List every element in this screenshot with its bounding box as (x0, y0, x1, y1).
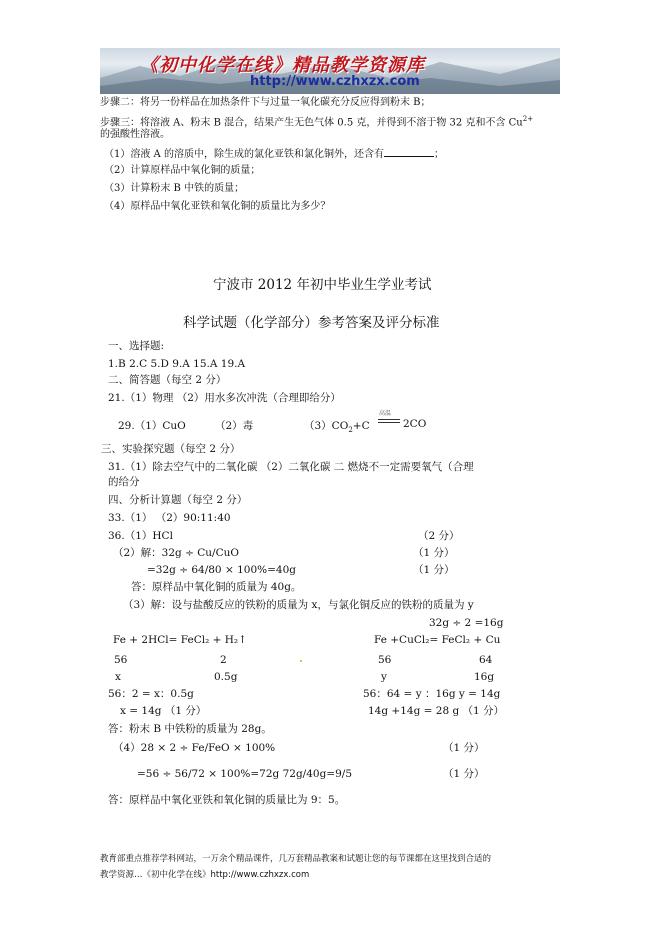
eq-right-var-2: 16g (474, 671, 495, 683)
section-2-heading: 二、简答题（每空 2 分） (108, 374, 227, 386)
answer-blank (384, 146, 434, 157)
answer-36-3: （3）解：设与盐酸反应的铁粉的质量为 x，与氯化铜反应的铁粉的质量为 y (123, 599, 474, 611)
stray-dot (300, 660, 302, 662)
answer-29-3-text: （3）CO (304, 420, 349, 432)
answer-title-1: 宁波市 2012 年初中毕业生学业考试 (213, 277, 432, 293)
answer-29-1: 29.（1）CuO (118, 420, 186, 432)
ratio-left: 56：2 = x：0.5g (108, 688, 194, 700)
score-36-4b: （1 分） (443, 768, 485, 780)
banner-url[interactable]: http://www.czhxzx.com (250, 74, 420, 89)
equation-right: Fe +CuCl₂= FeCl₂ + Cu (374, 634, 501, 646)
answer-29-product: 2CO (403, 418, 427, 430)
answer-31: 31.（1）除去空气中的二氧化碳 （2）二氧化碳 二 燃烧不一定需要氧气（合理 (108, 461, 474, 473)
answer-36-4: （4）28 × 2 ÷ Fe/FeO × 100% (113, 742, 276, 754)
answer-29-3 (304, 419, 370, 437)
answer-21: 21.（1）物理 （2）用水多次冲洗（合理即给分） (108, 392, 341, 404)
answer-36-2: （2）解：32g ÷ Cu/CuO (113, 547, 239, 559)
result-left: x = 14g （1 分） (120, 705, 207, 717)
score-36-4: （1 分） (443, 742, 485, 754)
answer-36-4-conclusion: 答：原样品中氧化亚铁和氧化铜的质量比为 9：5。 (108, 794, 346, 806)
answer-title-2: 科学试题（化学部分）参考答案及评分标准 (183, 315, 440, 331)
cu-charge: 2+ (522, 115, 534, 123)
question-1-text: （1）溶液 A 的溶质中，除生成的氯化亚铁和氯化铜外，还含有 (104, 149, 384, 160)
ratio-right: 56：64 = y ：16g y = 14g (363, 688, 501, 700)
eq-left-mass-2: 2 (220, 654, 227, 666)
step3-text-a: 步骤三：将溶液 A、粉末 B 混合，结果产生无色气体 0.5 克，并得到不溶于物 32 克和不含 Cu (100, 117, 523, 129)
step2-text: 步骤二：将另一份样品在加热条件下与过量一氧化碳充分反应得到粉末 B； (100, 97, 431, 108)
condition-label: 高温 (379, 410, 392, 417)
equation-left: Fe + 2HCl= FeCl₂ + H₂↑ (113, 634, 247, 646)
answer-31-cont: 的给分 (108, 476, 140, 488)
section-4-heading: 四、分析计算题（每空 2 分） (108, 494, 248, 506)
question-1-end: ； (433, 149, 444, 160)
answer-29-3-end: +C (352, 420, 370, 432)
high-temp-equals-sign (378, 408, 400, 428)
answer-36-3-conclusion: 答：粉末 B 中铁粉的质量为 28g。 (108, 723, 272, 735)
eq-right-mass-1: 56 (378, 654, 392, 666)
question-2: （2）计算原样品中氧化铜的质量； (104, 165, 261, 176)
eq-right-mass-2: 64 (479, 654, 493, 666)
result-right: 14g +14g = 28 g （1 分） (368, 705, 505, 717)
header-banner (100, 48, 560, 94)
answer-36-3-calc: 32g ÷ 2 =16g (429, 617, 504, 629)
answer-36-1: 36.（1）HCl (108, 530, 173, 542)
section-3-heading: 三、实验探究题（每空 2 分） (101, 443, 241, 455)
section-1-answers: 1.B 2.C 5.D 9.A 15.A 19.A (108, 358, 246, 370)
answer-36-4b: =56 ÷ 56/72 × 100%=72g 72g/40g=9/5 (137, 768, 352, 780)
step3-text-b: 的强酸性溶液。 (100, 129, 170, 140)
score-36-2: （1 分） (413, 547, 455, 559)
footer-line-2[interactable]: 教学资源…《初中化学在线》http://www.czhxzx.com (100, 870, 310, 880)
score-36-1: （2 分） (418, 530, 460, 542)
answer-29-2: （2）毒 (215, 420, 254, 432)
eq-right-var-1: y (381, 671, 387, 683)
question-4: （4）原样品中氧化亚铁和氧化铜的质量比为多少？ (104, 201, 331, 212)
question-3: （3）计算粉末 B 中铁的质量； (104, 183, 245, 194)
banner-title: 《初中化学在线》精品教学资源库 (140, 55, 425, 76)
score-36-2b: （1 分） (413, 564, 455, 576)
eq-left-var-1: x (115, 671, 121, 683)
answer-36-2b: =32g ÷ 64/80 × 100%=40g (147, 564, 296, 576)
section-1-heading: 一、选择题: (108, 340, 165, 352)
answer-33: 33.（1） （2）90:11:40 (108, 512, 231, 524)
question-1 (104, 146, 444, 162)
answer-36-2c: 答：原样品中氧化铜的质量为 40g。 (131, 581, 302, 593)
eq-left-mass-1: 56 (114, 654, 128, 666)
eq-left-var-2: 0.5g (214, 671, 238, 683)
answer-29-3-sub: 2 (348, 426, 353, 435)
footer-line-1: 教育部重点推荐学科网站，一万余个精品课件，几万套精品教案和试题让您的每节课都在这里找到合适的 (100, 854, 492, 864)
